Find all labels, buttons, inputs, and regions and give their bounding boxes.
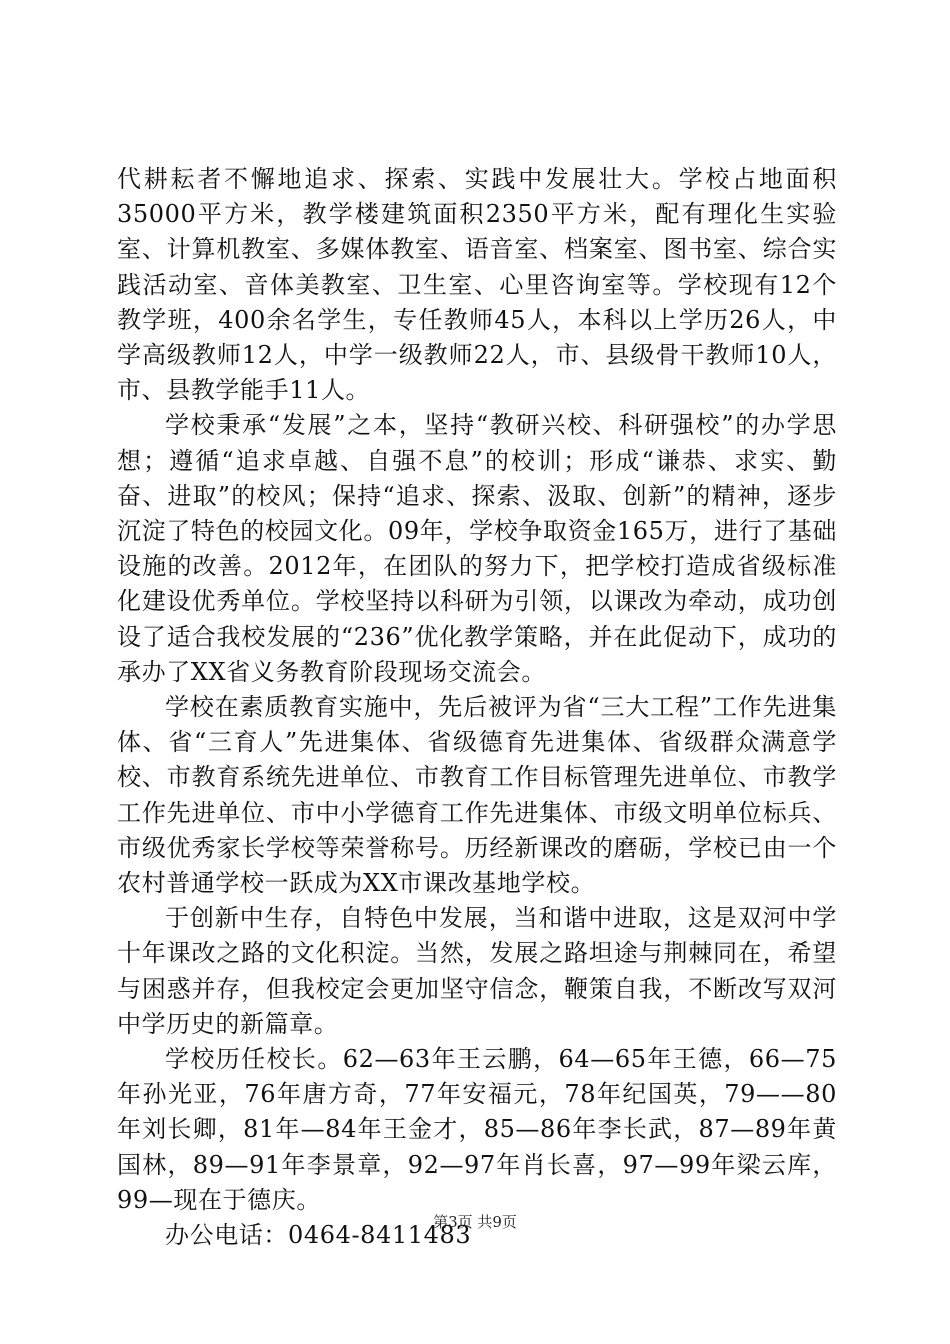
paragraph-school-honors: 学校在素质教育实施中，先后被评为省“三大工程”工作先进集体、省“三育人”先进集体、省级德育先进集体、省级群众满意学校、市教育系统先进单位、市教育工作目标管理先进单位、市教学工作先进单位、市中小学德育工作先进集体、市级文明单位标兵、市级优秀家长学校等荣誉称号。历经新课改的磨砺，学校已由一个农村普通学校一跃成为XX市课改基地学校。: [117, 693, 837, 898]
paragraph-school-outlook: 于创新中生存，自特色中发展，当和谐中进取，这是双河中学十年课改之路的文化积淀。当然，发展之路坦途与荆棘同在，希望与困惑并存，但我校定会更加坚守信念，鞭策自我，不断改写双河中学历史的新篇章。: [117, 904, 837, 1038]
document-body: [117, 162, 837, 1253]
paragraph-school-philosophy: 学校秉承“发展”之本，坚持“教研兴校、科研强校”的办学思想；遵循“追求卓越、自强不息”的校训；形成“谦恭、求实、勤奋、进取”的校风；保持“追求、探索、汲取、创新”的精神，逐步沉淀了特色的校园文化。09年，学校争取资金165万，进行了基础设施的改善。2012年，在团队的努力下，把学校打造成省级标准化建设优秀单位。学校坚持以科研为引领，以课改为牵动，成功创设了适合我校发展的“236”优化教学策略，并在此促动下，成功的承办了XX省义务教育阶段现场交流会。: [117, 411, 837, 686]
paragraph-school-facilities: 代耕耘者不懈地追求、探索、实践中发展壮大。学校占地面积35000平方米，教学楼建筑面积2350平方米，配有理化生实验室、计算机教室、多媒体教室、语音室、档案室、图书室、综合实践活动室、音体美教室、卫生室、心里咨询室等。学校现有12个教学班，400余名学生，专任教师45人，本科以上学历26人，中学高级教师12人，中学一级教师22人，市、县级骨干教师10人，市、县教学能手11人。: [117, 165, 837, 405]
page-number-footer: 第3页 共9页: [433, 1213, 517, 1231]
paragraph-former-principals: 学校历任校长。62—63年王云鹏，64—65年王德，66—75年孙光亚，76年唐方奇，77年安福元，78年纪国英，79——80年刘长卿，81年—84年王金才，85—86年李长武，87—89年黄国林，89—91年李景章，92—97年肖长喜，97—99年梁云库，99—现在于德庆。: [117, 1045, 837, 1214]
paragraph-office-phone: 办公电话：0464-8411483: [165, 1221, 472, 1250]
